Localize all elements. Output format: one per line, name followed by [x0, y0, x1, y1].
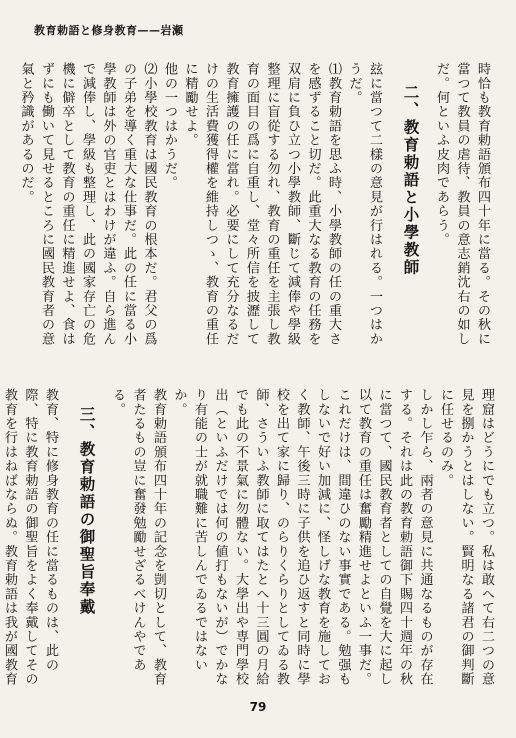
paragraph: これだけは、間違ひのない事實である。勉强もしないで好い加減に、怪しげな教育を施しておく教師、午後三時に子供を追ひ返すと同時に學校を出て家に歸り、のらりくらりとしてゐる教師、さういふ教師に取てはたとへ十三圓の月給でも此の不景氣に勿體ない。大學出や専門學校出（といふだけでは何の値打もないが）でかなり有能の士が就職難に苦しんでゐるではないか。 — [171, 388, 351, 687]
paragraph: 教育、特に修身教育の任に當るものは、此の際、特に教育勅語の御聖旨をよく奉戴してその教育を行はねばならぬ。教育勅語は我が國教育 — [2, 388, 58, 687]
section-heading-2: 二、教育勅語と小學教師 — [401, 84, 420, 277]
paragraph: しかし乍ら、兩者の意見に共通なるものが存在する。それは此の教育勅語御下賜四十週年の秋に當つて、國民教育者としての自覺を大に起し以て教育の重任は奮勵精進せよといふ一事だ。 — [356, 388, 433, 687]
list-item-1: ⑴教育勅語を思ふ時、小學教師の任の重大さを感ずること切だ。此重大なる教育の任務を双肩に負ひ立つ小學教師、斷じて減俸や學級整理に盲從する勿れ、教育の重任を主張し教育の面目の爲に自重し、堂々所信を披瀝して教育擁護の任に當れ。必要にして充分なるだけの生活費獲得權を維持しつゝ、教育の重任に精勵せよ。 — [182, 62, 341, 346]
page-number: 79 — [249, 700, 267, 714]
paragraph: 玆に當つて二樣の意見が行はれる。一つはかうだ。 — [346, 62, 382, 346]
paragraph: 時恰も教育勅語頒布四十年に當る。その秋に當つて教員の虐待、教員の意志銷沈右の如しだ。何といふ皮肉であらう。 — [434, 62, 490, 346]
list-item-2: ⑵小學校教育は國民教育の根本だ。君父の爲の子弟を導く重大な仕事だ。此の任に當る小學教師は外の官吏とはわけが違ふ。自ら進んで減俸し、學級も整理し、此の國家存亡の危機に僻卒として教育の重任に精進せよ、食はずにも働いて見せるところに國民教育者の意氣と矜識があるのだ。 — [18, 62, 157, 346]
upper-text-column — [18, 62, 492, 357]
paragraph: 他の一つはかうだ。 — [162, 62, 177, 190]
lower-text-column — [2, 388, 496, 688]
section-heading-3: 三、教育勅語の御聖旨奉戴 — [77, 406, 96, 616]
paragraph: 理窟はどうにでも立つ。私は敢へて右二つの意見を捌かうとはしない。賢明なる諸君の御判斷に任せるのみ。 — [438, 388, 494, 687]
running-head: 教育勅語と修身教育——岩瀬 — [34, 24, 184, 37]
paragraph: 教育勅語頒布四十年の記念を剴切として、教育者たるもの豈に奮發勉勵せざるべけんやである。 — [110, 388, 166, 687]
